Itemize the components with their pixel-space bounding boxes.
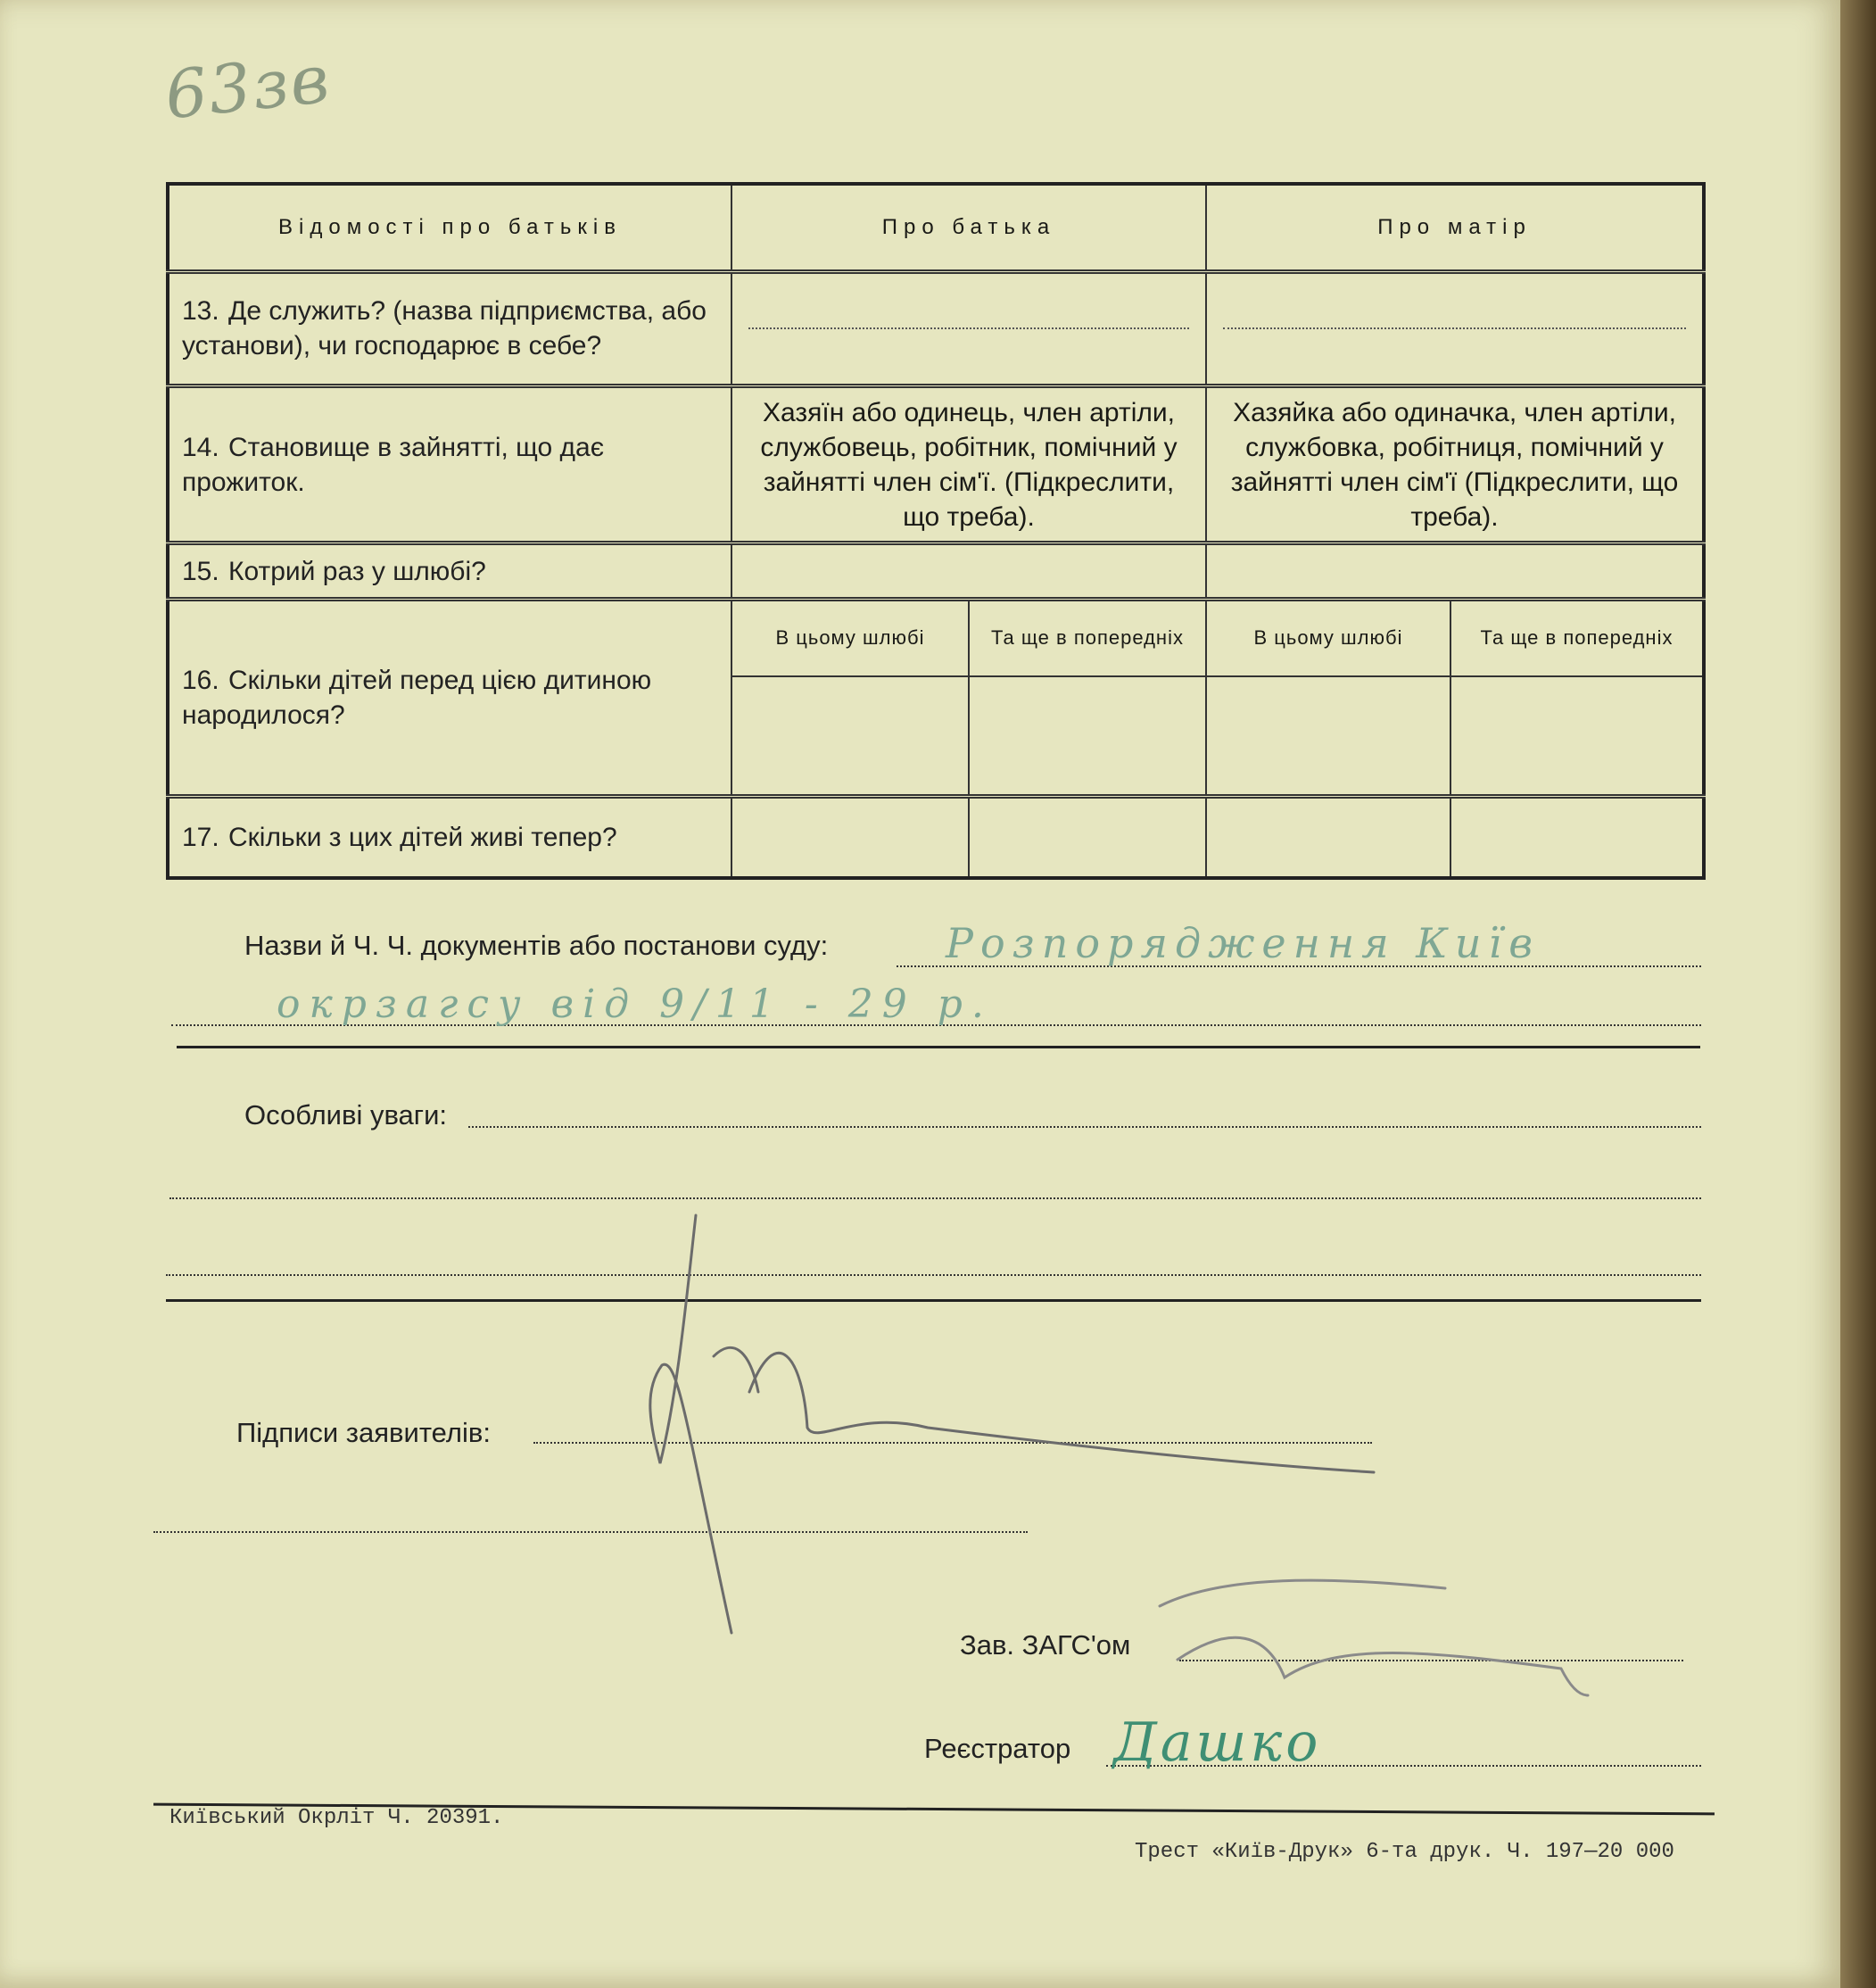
- mother-this-marriage-header: В цьому шлюбі: [1206, 599, 1450, 676]
- mother-options-q14: Хазяйка або одиначка, член артіли, службовка, робітниця, помічний у зайнятті член сім'ї (Підкреслити, що треба).: [1206, 386, 1704, 543]
- question-text: Скільки з цих дітей живі тепер?: [228, 823, 617, 853]
- question-text: Котрий раз у шлюбі?: [228, 556, 486, 586]
- question-number: 15.: [182, 556, 219, 586]
- question-number: 13.: [182, 296, 219, 327]
- header-info: Відомості про батьків: [168, 184, 731, 271]
- footer-printer-right: Трест «Київ-Друк» 6-та друк. Ч. 197—20 000: [1135, 1840, 1674, 1864]
- father-this-marriage-header: В цьому шлюбі: [731, 599, 969, 676]
- mother-previous-header: Та ще в попередніх: [1450, 599, 1704, 676]
- question-text: Становище в зайнятті, що дає прожиток.: [182, 432, 605, 497]
- registrar-label: Реєстратор: [924, 1733, 1071, 1764]
- question-text: Скільки дітей перед цією дитиною народилося?: [182, 665, 652, 730]
- registrar-signature: Дашко: [1113, 1711, 1322, 1774]
- applicant-signature: [650, 1215, 1374, 1633]
- head-label: Зав. ЗАГС'ом: [960, 1629, 1131, 1661]
- applicants-label: Підписи заявителів:: [236, 1417, 491, 1448]
- question-number: 17.: [182, 823, 219, 853]
- father-previous-header: Та ще в попередніх: [969, 599, 1206, 676]
- handwritten-page-number: 63зв: [161, 40, 335, 135]
- question-number: 14.: [182, 432, 219, 462]
- documents-label: Назви й Ч. Ч. документів або постанови суду:: [244, 930, 829, 961]
- footer-printer-left: Київський Окрліт Ч. 20391.: [169, 1806, 504, 1830]
- father-options-q14: Хазяїн або одинець, член артіли, службовець, робітник, помічний у зайнятті член сім'ї. (Підкреслити, що треба).: [731, 386, 1206, 543]
- question-number: 16.: [182, 665, 219, 695]
- documents-value-line2: окрзагсу від 9/11 - 29 р.: [277, 982, 993, 1027]
- question-text: Де служить? (назва підприємства, або установи), чи господарює в себе?: [182, 296, 707, 361]
- special-notes-label: Особливі уваги:: [244, 1099, 448, 1131]
- header-father: Про батька: [731, 184, 1206, 271]
- documents-value-line1: Розпорядження Київ: [946, 919, 1541, 967]
- head-signature: [1160, 1580, 1588, 1695]
- binding-edge: [1840, 0, 1876, 1988]
- header-mother: Про матір: [1206, 184, 1704, 271]
